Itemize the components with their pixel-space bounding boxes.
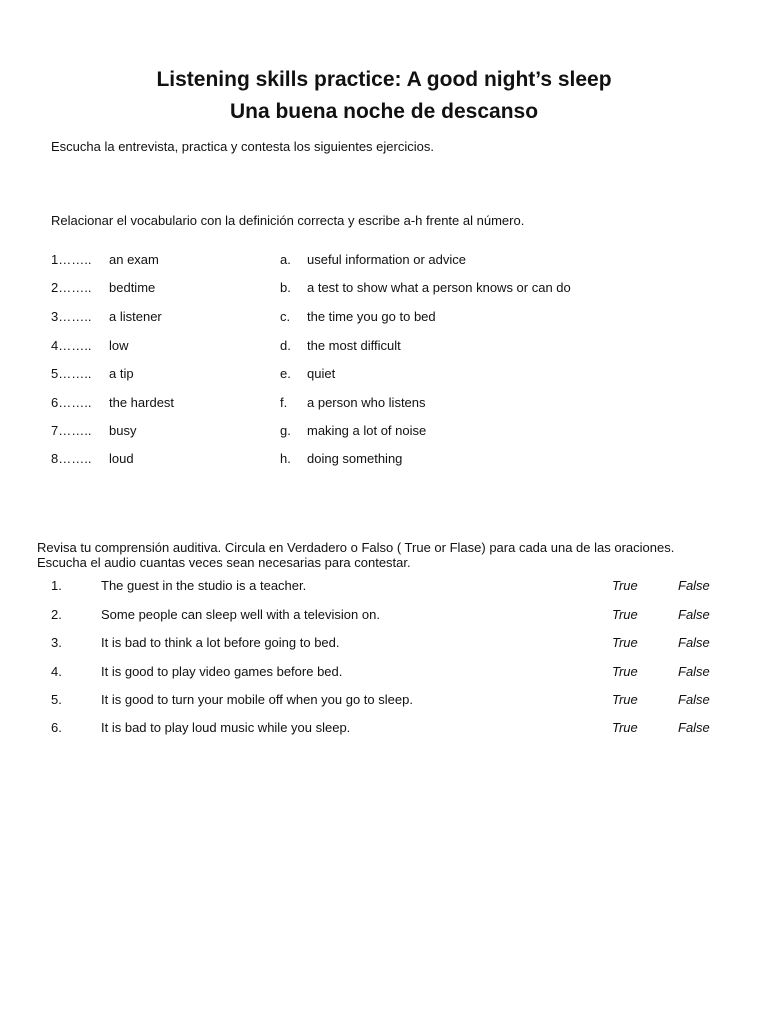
definition-text: the most difficult <box>307 338 401 353</box>
definition-letter: b. <box>280 280 291 295</box>
question-sentence: The guest in the studio is a teacher. <box>101 578 307 593</box>
false-option[interactable]: False <box>678 578 710 593</box>
true-false-instruction <box>37 540 757 570</box>
vocab-row <box>0 280 768 300</box>
definition-text: a test to show what a person knows or can do <box>307 280 571 295</box>
vocab-row <box>0 366 768 386</box>
false-option[interactable]: False <box>678 692 710 707</box>
page-title: Listening skills practice: A good night’s sleep <box>156 68 612 91</box>
definition-letter: f. <box>280 395 288 410</box>
definition-letter: g. <box>280 423 291 438</box>
definition-letter: h. <box>280 451 291 466</box>
true-option[interactable]: True <box>612 664 638 679</box>
question-number: 2. <box>51 607 62 622</box>
true-false-row <box>0 635 768 655</box>
vocab-number-blank: 3…….. <box>51 309 92 324</box>
definition-text: a person who listens <box>307 395 426 410</box>
vocab-word: bedtime <box>109 280 156 295</box>
vocab-word: a listener <box>109 309 162 324</box>
true-option[interactable]: True <box>612 720 638 735</box>
definition-text: quiet <box>307 366 336 381</box>
true-false-instruction-line: Escucha el audio cuantas veces sean necesarias para contestar. <box>37 555 411 570</box>
vocab-row <box>0 309 768 329</box>
definition-letter: e. <box>280 366 291 381</box>
true-false-instruction-line: Revisa tu comprensión auditiva. Circula en Verdadero o Falso ( True or Flase) para cada una de las oraciones. <box>37 540 675 555</box>
vocab-word: loud <box>109 451 134 466</box>
definition-text: the time you go to bed <box>307 309 436 324</box>
vocab-number-blank: 2…….. <box>51 280 92 295</box>
true-false-row <box>0 664 768 684</box>
vocab-number-blank: 7…….. <box>51 423 92 438</box>
vocab-number-blank: 8…….. <box>51 451 92 466</box>
vocab-word: a tip <box>109 366 134 381</box>
vocab-number-blank: 6…….. <box>51 395 92 410</box>
question-number: 4. <box>51 664 62 679</box>
page-subtitle: Una buena noche de descanso <box>229 100 539 123</box>
vocab-number-blank: 5…….. <box>51 366 92 381</box>
vocab-word: the hardest <box>109 395 175 410</box>
vocab-instruction: Relacionar el vocabulario con la definición correcta y escribe a-h frente al número. <box>51 213 525 228</box>
vocab-word: an exam <box>109 252 159 267</box>
vocab-row <box>0 252 768 272</box>
true-option[interactable]: True <box>612 692 638 707</box>
true-false-row <box>0 720 768 740</box>
definition-text: doing something <box>307 451 403 466</box>
question-number: 1. <box>51 578 62 593</box>
true-option[interactable]: True <box>612 607 638 622</box>
vocab-word: low <box>109 338 129 353</box>
definition-letter: c. <box>280 309 291 324</box>
vocab-row <box>0 395 768 415</box>
question-sentence: It is bad to play loud music while you sleep. <box>101 720 351 735</box>
vocab-row <box>0 338 768 358</box>
true-false-row <box>0 578 768 598</box>
true-option[interactable]: True <box>612 578 638 593</box>
intro-text: Escucha la entrevista, practica y contesta los siguientes ejercicios. <box>51 139 434 154</box>
false-option[interactable]: False <box>678 607 710 622</box>
vocab-number-blank: 1…….. <box>51 252 92 267</box>
definition-text: making a lot of noise <box>307 423 427 438</box>
definition-text: useful information or advice <box>307 252 466 267</box>
true-option[interactable]: True <box>612 635 638 650</box>
question-sentence: Some people can sleep well with a television on. <box>101 607 380 622</box>
question-sentence: It is good to turn your mobile off when you go to sleep. <box>101 692 413 707</box>
question-number: 5. <box>51 692 62 707</box>
false-option[interactable]: False <box>678 720 710 735</box>
false-option[interactable]: False <box>678 635 710 650</box>
vocab-row <box>0 451 768 471</box>
question-number: 6. <box>51 720 62 735</box>
question-number: 3. <box>51 635 62 650</box>
false-option[interactable]: False <box>678 664 710 679</box>
definition-letter: a. <box>280 252 291 267</box>
question-sentence: It is good to play video games before bed. <box>101 664 343 679</box>
true-false-row <box>0 692 768 712</box>
vocab-word: busy <box>109 423 137 438</box>
true-false-row <box>0 607 768 627</box>
vocab-number-blank: 4…….. <box>51 338 92 353</box>
question-sentence: It is bad to think a lot before going to bed. <box>101 635 340 650</box>
definition-letter: d. <box>280 338 291 353</box>
vocab-row <box>0 423 768 443</box>
